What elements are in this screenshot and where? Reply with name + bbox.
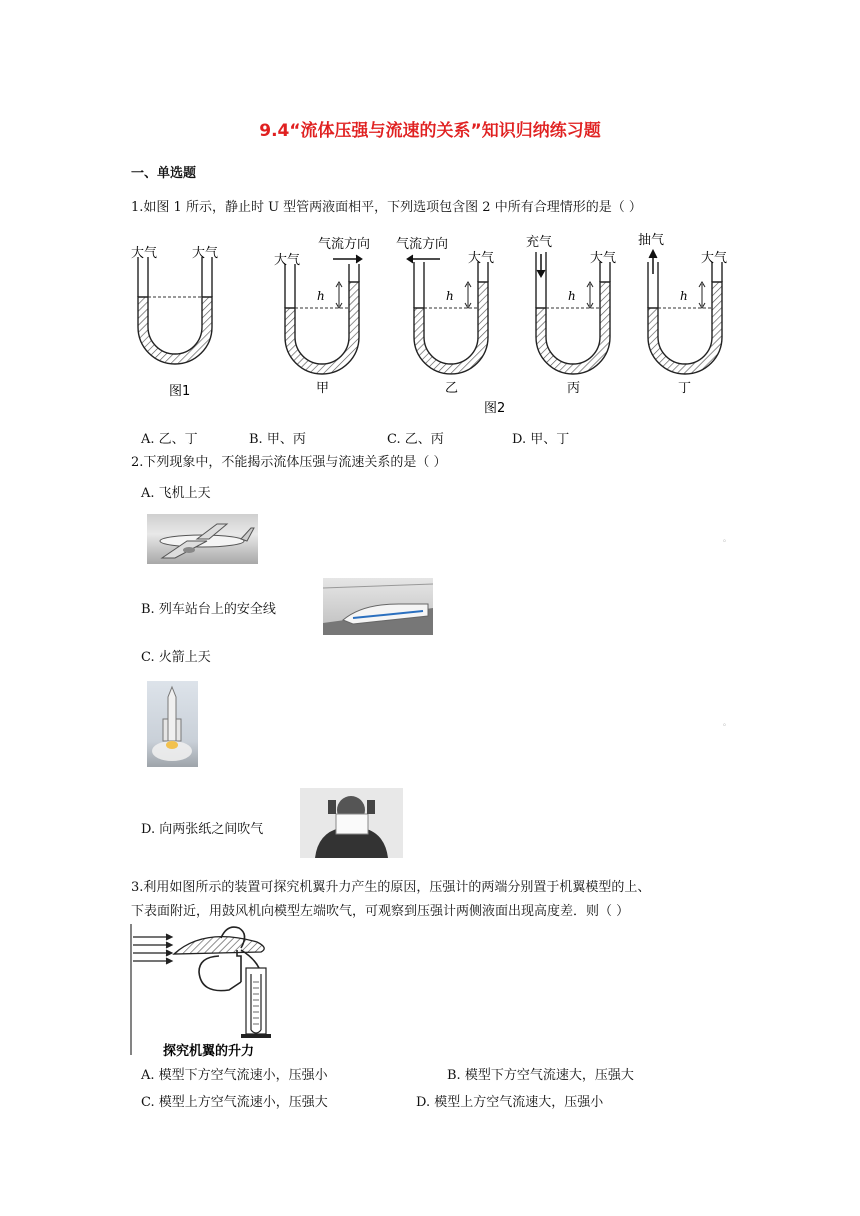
train-image [323, 578, 433, 635]
question-3-stem-line1: 3.利用如图所示的装置可探究机翼升力产生的原因，压强计的两端分别置于机翼模型的上、 [131, 880, 651, 895]
label-airflow: 气流方向 [396, 237, 449, 252]
q3-option-b[interactable]: B. 模型下方空气流速大，压强大 [447, 1068, 634, 1083]
label-h: h [680, 289, 688, 303]
label-atm: 大气 [131, 246, 158, 261]
blow-paper-image [300, 788, 403, 858]
label-jia: 甲 [316, 381, 330, 396]
section-heading: 一、单选题 [131, 166, 197, 181]
u-tube-ding [638, 232, 727, 396]
label-charge: 充气 [526, 235, 553, 250]
q2-option-b[interactable]: B. 列车站台上的安全线 [141, 602, 276, 617]
dot-mark: 。 [723, 534, 731, 543]
q2-option-c[interactable]: C. 火箭上天 [141, 650, 211, 665]
label-h: h [317, 289, 325, 303]
q1-option-c[interactable]: C. 乙、丙 [387, 432, 444, 447]
label-h: h [446, 289, 454, 303]
label-h: h [568, 289, 576, 303]
label-bing: 丙 [567, 381, 581, 396]
label-yi: 乙 [445, 381, 459, 396]
u-tube-fig1 [131, 245, 218, 399]
label-atm: 大气 [468, 251, 495, 266]
label-atm: 大气 [701, 251, 728, 266]
label-atm: 大气 [192, 246, 219, 261]
label-fig1: 图1 [169, 384, 191, 399]
wing-lift-apparatus [129, 922, 279, 1062]
label-fig2: 图2 [484, 401, 506, 416]
airplane-image [147, 514, 258, 564]
q2-option-d[interactable]: D. 向两张纸之间吹气 [141, 822, 264, 837]
label-pump: 抽气 [638, 233, 665, 248]
label-ding: 丁 [678, 381, 692, 396]
u-tube-bing [526, 234, 616, 396]
q3-option-d[interactable]: D. 模型上方空气流速大，压强小 [416, 1095, 604, 1110]
label-atm: 大气 [590, 251, 617, 266]
q1-option-b[interactable]: B. 甲、丙 [249, 432, 306, 447]
q3-option-a[interactable]: A. 模型下方空气流速小，压强小 [141, 1068, 328, 1083]
page-title: 9.4“流体压强与流速的关系”知识归纳练习题 [259, 121, 601, 141]
q2-option-a[interactable]: A. 飞机上天 [141, 486, 211, 501]
u-tube-figure [128, 222, 740, 422]
rocket-image [147, 681, 198, 767]
label-airflow: 气流方向 [318, 237, 371, 252]
q1-option-a[interactable]: A. 乙、丁 [141, 432, 198, 447]
question-1-stem: 1.如图 1 所示，静止时 U 型管两液面相平，下列选项包含图 2 中所有合理情形的是（ ） [131, 200, 642, 215]
apparatus-caption: 探究机翼的升力 [163, 1044, 255, 1059]
label-atm: 大气 [274, 253, 301, 268]
question-3-stem-line2: 下表面附近，用鼓风机向模型左端吹气，可观察到压强计两侧液面出现高度差．则（ ） [131, 904, 630, 919]
q3-option-c[interactable]: C. 模型上方空气流速小，压强大 [141, 1095, 328, 1110]
question-2-stem: 2.下列现象中，不能揭示流体压强与流速关系的是（ ） [131, 455, 447, 470]
q1-option-d[interactable]: D. 甲、丁 [512, 432, 570, 447]
u-tube-jia [274, 236, 370, 396]
dot-mark: 。 [723, 718, 731, 727]
u-tube-yi [396, 236, 494, 396]
